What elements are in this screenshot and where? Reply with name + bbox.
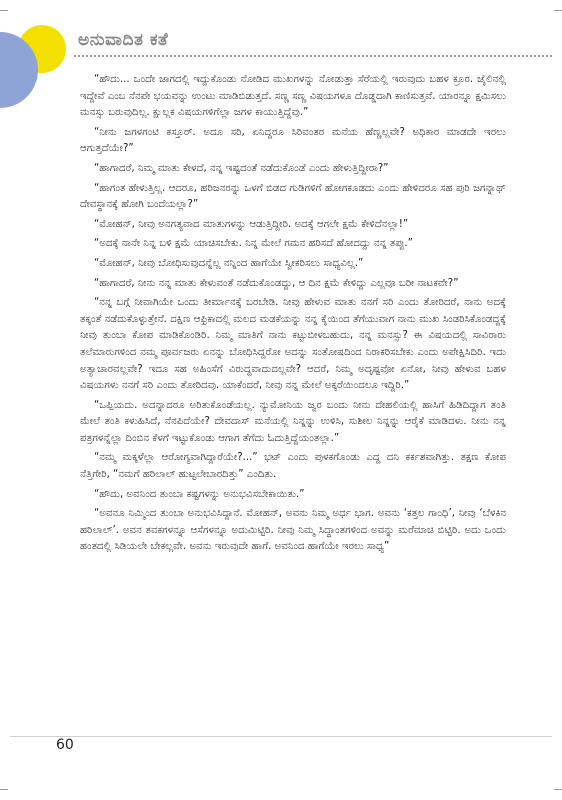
paragraph-2: “ನೀನು ಜಗಳಗಂಟಿ ಕಸ್ತೂರ್. ಅದೂ ಸರಿ, ಏನಿದ್ದರೂ ಸಿರಿವಂತರ ಮನೆಯ ಹೆಣ್ಣಲ್ಲವೇ? ಅಧಿಕಾರ ಮಾಡದೇ ಇರಲು ಆಗುತ್ತದೆಯೇ?” bbox=[80, 126, 506, 155]
crop-mark-bottom-left bbox=[0, 789, 8, 790]
crop-mark-bottom-right bbox=[554, 789, 562, 790]
footer-rule bbox=[10, 736, 552, 737]
paragraph-13: “ಅವನೂ ನಿಮ್ಮಿಂದ ತುಂಬಾ ಅನುಭವಿಸಿದ್ದಾನೆ. ಮೋಹನ್, ಅವನು ನಿಮ್ಮ ಅರ್ಧ ಭಾಗ. ಅವನು ‘ಕತ್ತಲ ಗಾಂಧಿ’, ನೀವು ‘ಬೆಳಕಿನ ಹರಿಲಾಲ್’. ಅವನ ತವಕಗಳನ್ನೂ ಆಸೆಗಳನ್ನೂ ಅದುಮಿಟ್ಟಿರಿ. ನೀವು ನಿಮ್ಮ ಸಿದ್ಧಾಂತಗಳಿಂದ ಅವನ್ನು ಮರೆಮಾಚಿ ಬಿಟ್ಟಿರಿ. ಅದು ಒಂದು ಹಂತದಲ್ಲಿ ಸಿಡಿಯಲೇ ಬೇಕಲ್ಲವೇ. ಅವನು ಇರುವುದೇ ಹಾಗೆ. ಅವನಿಂದ ಹಾಗೆಯೇ ಇರಲು ಸಾಧ್ಯ” bbox=[80, 508, 506, 553]
paragraph-6: “ಅದಕ್ಕೆ ನಾನೇ ನಿನ್ನ ಬಳಿ ಕ್ಷಮೆ ಯಾಚಿಸಬೇಕು. ನಿನ್ನ ಮೇಲೆ ಗಮನ ಹರಿಸದೆ ಹೋದದ್ದು ನನ್ನ ತಪ್ಪು.” bbox=[94, 238, 413, 250]
header-dotted-rule bbox=[74, 55, 552, 57]
paragraph-3: “ಹಾಗಾದರೆ, ನಿಮ್ಮ ಮಾತು ಕೇಳದೆ, ನನ್ನ ಇಷ್ಟದಂತೆ ನಡೆದುಕೊಂಡೆ ಎಂದು ಹೇಳುತ್ತಿದ್ದೀರಾ?” bbox=[94, 162, 389, 174]
paragraph-12: “ಹೌದು, ಅವನಿಂದ ತುಂಬಾ ಕಷ್ಟಗಳನ್ನು ಅನುಭವಿಸಬೇಕಾಯಿತು.” bbox=[94, 488, 305, 500]
section-title: ಅನುವಾದಿತ ಕತೆ bbox=[78, 30, 169, 50]
paragraph-5: “ಮೋಹನ್, ನೀವು ಅನಗತ್ಯವಾದ ಮಾತುಗಳನ್ನು ಆಡುತ್ತಿದ್ದೀರಿ. ಅದಕ್ಕೆ ಆಗಲೇ ಕ್ಷಮೆ ಕೇಳಿದೆನಲ್ಲಾ!” bbox=[94, 218, 409, 230]
paragraph-11: “ನಮ್ಮ ಮಕ್ಕಳೆಲ್ಲಾ ಆರೋಗ್ಯವಾಗಿದ್ದಾರೆಯೇ?...” ಭಟ್ ಎಂದು ಪುಳಕಗೊಂಡು ಎದ್ದ ದನಿ ಕರ್ಕಶವಾಗಿತ್ತು. ತಕ್ಷಣ ಕೋಪ ನೆತ್ತಿಗೇರಿ, “ನಮಗೆ ಹರಿಲಾಲ್ ಹುಟ್ಟಲೇಬಾರದಿತ್ತು” ಎಂದಿತು. bbox=[80, 452, 506, 481]
story-body bbox=[80, 72, 506, 559]
paragraph-4: “ಹಾಗಂತ ಹೇಳುತ್ತಿಲ್ಲ. ಆದರೂ, ಹರಿಜನರನ್ನು ಒಳಗೆ ಬಿಡದ ಗುಡಿಗಳಿಗೆ ಹೋಗಕೂಡದು ಎಂದು ಹೇಳಿದರೂ ಸಹ ಪುರಿ ಜಗನ್ನಾಥ್ ದೇವಸ್ಥಾನಕ್ಕೆ ಹೋಗಿ ಬಂದೆಯಲ್ಲಾ?” bbox=[80, 182, 506, 211]
crop-mark-top-left bbox=[0, 10, 8, 11]
paragraph-1: “ಹೌದು... ಒಂದೇ ಜಾಗದಲ್ಲಿ ಇದ್ದುಕೊಂಡು ನೋಡಿದ ಮುಖಗಳನ್ನು ನೋಡುತ್ತಾ ಸೆರೆಯಲ್ಲಿ ಇರುವುದು ಬಹಳ ಕ್ರೂರ. ಜೈಲಿನಲ್ಲಿ ಇದ್ದೇವೆ ಎಂಬ ನೆನಪೇ ಭಯವನ್ನು ಉಂಟು ಮಾಡಿಬಿಡುತ್ತದೆ. ಸಣ್ಣ ಸಣ್ಣ ವಿಷಯಗಳೂ ದೊಡ್ಡದಾಗಿ ಕಾಣಿಸುತ್ತವೆ. ಯಾರನ್ನೂ ಕ್ಷಮಿಸಲು ಮನಸ್ಸು ಬರುವುದಿಲ್ಲ. ಕ್ಷುಲ್ಲಕ ವಿಷಯಗಳಿಗೆಲ್ಲಾ ಜಗಳ ಕಾಯುತ್ತಿದ್ದೆವು.” bbox=[80, 74, 506, 119]
paragraph-7: “ಮೋಹನ್, ನೀವು ಬೋಧಿಸುವುದನ್ನೆಲ್ಲ ನನ್ನಿಂದ ಹಾಗೆಯೇ ಸ್ವೀಕರಿಸಲು ಸಾಧ್ಯವಿಲ್ಲ.” bbox=[94, 257, 364, 269]
paragraph-9: “ನನ್ನ ಬಗ್ಗೆ ನೀವಾಗಿಯೇ ಒಂದು ತೀರ್ಮಾನಕ್ಕೆ ಬರಬೇಡಿ. ನೀವು ಹೇಳುವ ಮಾತು ನನಗೆ ಸರಿ ಎಂದು ತೋರಿದರೆ, ನಾನು ಅದಕ್ಕೆ ತಕ್ಕಂತೆ ನಡೆದುಕೊಳ್ಳುತ್ತೇನೆ. ದಕ್ಷಿಣ ಆಫ್ರಿಕಾದಲ್ಲಿ ಮಲದ ಮಡಕೆಯನ್ನು ನನ್ನ ಕೈಯಿಂದ ತೆಗೆಯುವಾಗ ನಾನು ಮುಖ ಸಿಂಡರಿಸಿಕೊಂಡದ್ದಕ್ಕೆ ನೀವು ತುಂಬಾ ಕೋಪ ಮಾಡಿಕೊಂಡಿರಿ. ನಿಮ್ಮ ಮಾತಿಗೆ ನಾನು ಕಟ್ಟುಬೀಳಬಹುದು, ನನ್ನ ಮನಸ್ಸು? ಈ ವಿಷಯದಲ್ಲಿ ಸಾವಿರಾರು ತಲೆಮಾರುಗಳಿಂದ ನಮ್ಮ ಪೂರ್ವಜರು ಏನನ್ನು ಬೋಧಿಸಿದ್ದರೋ ಅದನ್ನು ಸಂತೋಷದಿಂದ ನಿರಾಕರಿಸಬೇಕು ಎಂದು ಅಪೇಕ್ಷಿಸಿದಿರಿ. ಇದು ಅತ್ಯಾಚಾರವಲ್ಲವೇ? ಇದೂ ಸಹ ಅಹಿಂಸೆಗೆ ವಿರುದ್ಧವಾದುದಲ್ಲವೇ? ಆದರೆ, ನಿಮ್ಮ ಅದೃಷ್ಟವೋ ಏನೋ, ನೀವು ಹೇಳುವ ಬಹಳ ವಿಷಯಗಳು ನನಗೆ ಸರಿ ಎಂದು ತೋರಿದವು. ಯಾಕೆಂದರೆ, ನೀವು ನನ್ನ ಮೇಲೆ ಅಕ್ಕರೆಯಿಂದಲೂ ಇದ್ದಿರಿ.” bbox=[80, 297, 506, 392]
crop-mark-top-right bbox=[554, 10, 562, 11]
page-number: 60 bbox=[56, 737, 74, 753]
paragraph-10: “ಒಪ್ಪಿಯದು. ಅದನ್ನಾದರೂ ಅರಿತುಕೊಂಡೆಯಲ್ಲ. ನ್ಯುಮೋನಿಯ ಜ್ವರ ಬಂದು ನೀನು ದೇಹಲಿಯಲ್ಲಿ ಹಾಸಿಗೆ ಹಿಡಿದಿದ್ದಾಗ ತಂತಿ ಮೇಲೆ ತಂತಿ ಕಳುಹಿಸಿದೆ, ನೆನಪಿದೆಯೇ? ದೇವದಾಸ್ ಮನೆಯಲ್ಲಿ ನಿನ್ನನ್ನು ಉಳಿಸಿ, ಸುಶೀಲ ನಿನ್ನನ್ನು ಆರೈಕೆ ಮಾಡಿದಳು. ನೀನು ನನ್ನ ಪತ್ರಗಳನ್ನೆಲ್ಲಾ ದಿಂಬಿನ ಕೆಳಗೆ ಇಟ್ಟುಕೊಂಡು ಆಗಾಗ ತೆಗೆದು ಓದುತ್ತಿದ್ದೆಯಂತಲ್ಲಾ.” bbox=[80, 399, 506, 444]
paragraph-8: “ಹಾಗಾದರೆ, ನೀನು ನನ್ನ ಮಾತು ಕೇಳುವಂತೆ ನಡೆದುಕೊಂಡದ್ದು, ಆ ದಿನ ಕ್ಷಮೆ ಕೇಳಿದ್ದು ಎಲ್ಲವೂ ಬರೀ ನಾಟಕವೇ?” bbox=[94, 277, 459, 289]
